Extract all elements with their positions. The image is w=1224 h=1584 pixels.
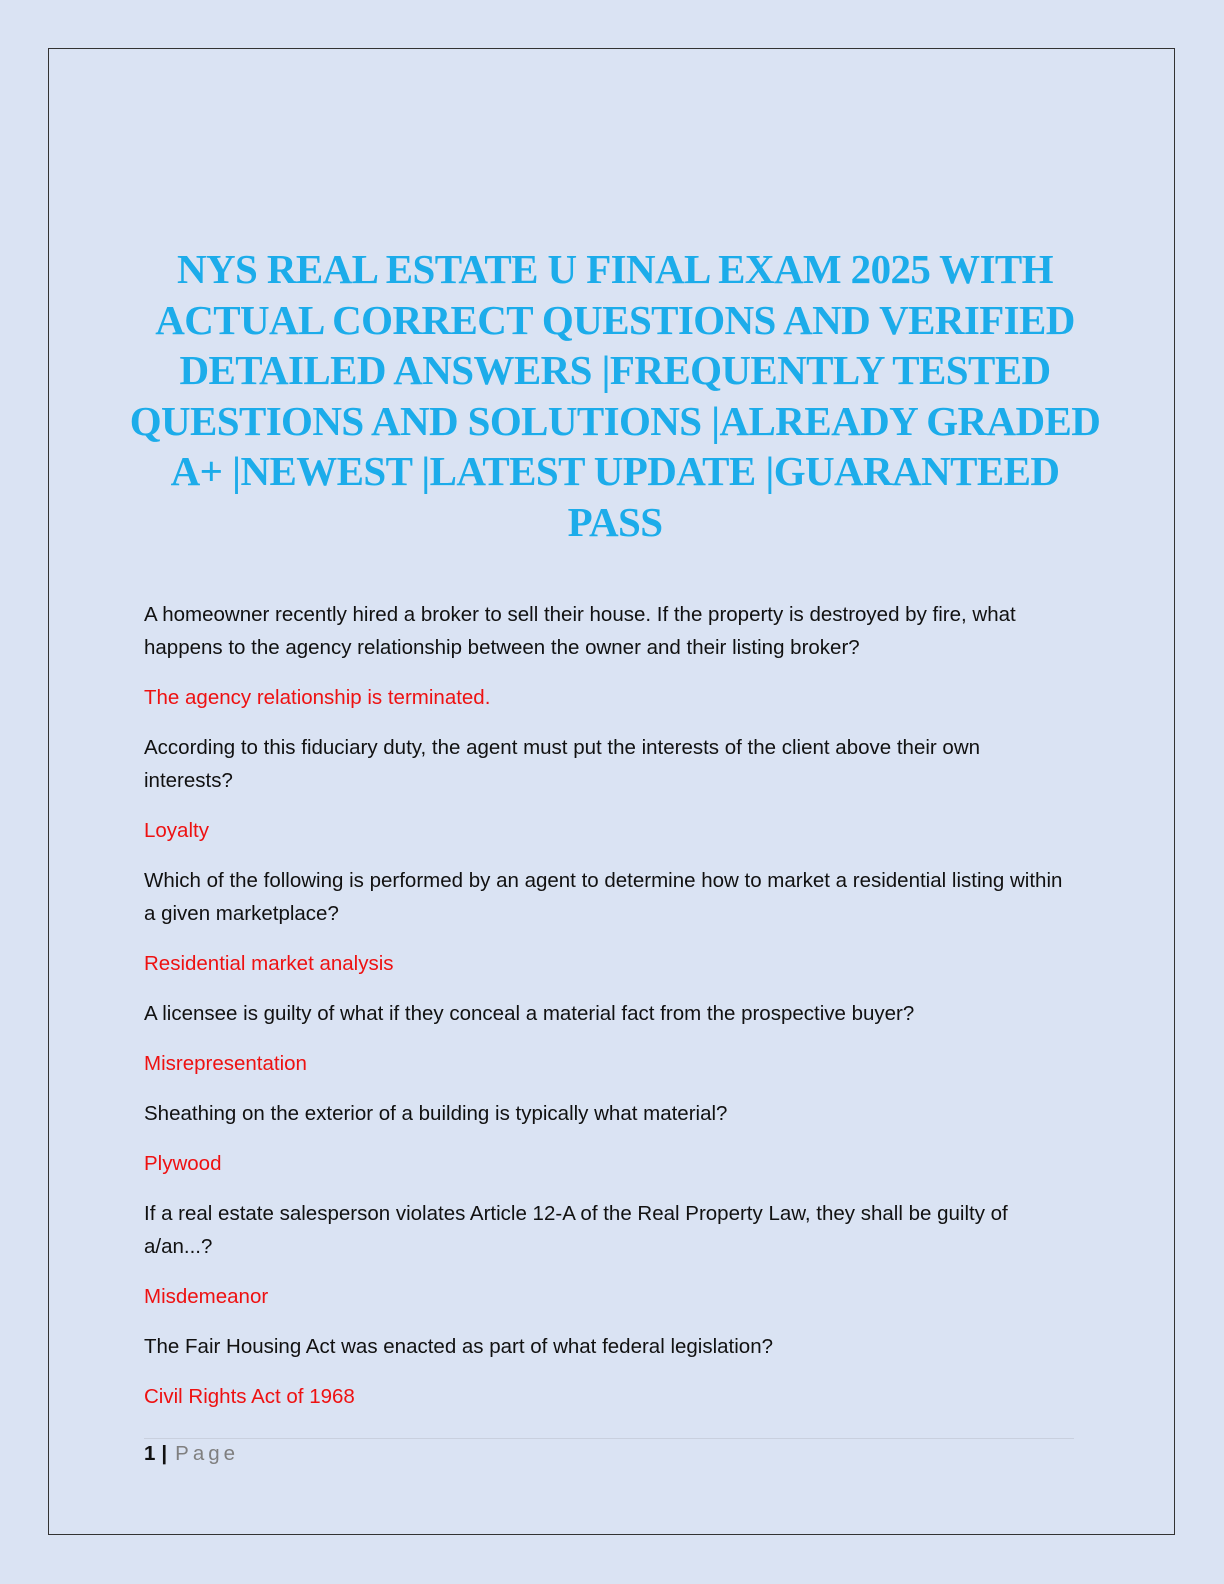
footer-separator: | — [161, 1442, 168, 1465]
qa-list — [144, 598, 1074, 1430]
question-text: If a real estate salesperson violates Article 12-A of the Real Property Law, they shall be guilty of a/an...? — [144, 1202, 1008, 1258]
qa-item — [144, 1097, 1074, 1180]
qa-item — [144, 598, 1074, 714]
page-word: Page — [175, 1442, 240, 1465]
answer-text: The agency relationship is terminated. — [144, 686, 491, 709]
answer-text: Loyalty — [144, 819, 209, 842]
question-text: Sheathing on the exterior of a building is typically what material? — [144, 1102, 728, 1125]
answer-text: Plywood — [144, 1152, 222, 1175]
qa-item — [144, 864, 1074, 980]
page-footer — [144, 1440, 239, 1468]
qa-item — [144, 997, 1074, 1080]
document-title: NYS REAL ESTATE U FINAL EXAM 2025 WITH ACTUAL CORRECT QUESTIONS AND VERIFIED DETAILED ANSWERS |FREQUENTLY TESTED QUESTIONS AND SOLUTIONS |ALREADY GRADED A+ |NEWEST |LATEST UPDATE |GUARANTEED PASS — [129, 246, 1101, 545]
answer-text: Misrepresentation — [144, 1052, 307, 1075]
answer-text: Misdemeanor — [144, 1285, 269, 1308]
answer-text: Residential market analysis — [144, 952, 394, 975]
qa-item — [144, 1330, 1074, 1413]
question-text: The Fair Housing Act was enacted as part of what federal legislation? — [144, 1335, 774, 1358]
footer-divider — [144, 1438, 1074, 1439]
question-text: According to this fiduciary duty, the agent must put the interests of the client above their own interests? — [144, 736, 981, 792]
qa-item — [144, 731, 1074, 847]
answer-text: Civil Rights Act of 1968 — [144, 1385, 355, 1408]
qa-item — [144, 1197, 1074, 1313]
question-text: A licensee is guilty of what if they conceal a material fact from the prospective buyer? — [144, 1002, 915, 1025]
question-text: A homeowner recently hired a broker to sell their house. If the property is destroyed by fire, what happens to the agency relationship between the owner and their listing broker? — [144, 603, 1016, 659]
question-text: Which of the following is performed by an agent to determine how to market a residential listing within a given marketplace? — [144, 869, 1063, 925]
page-number: 1 — [144, 1442, 156, 1465]
